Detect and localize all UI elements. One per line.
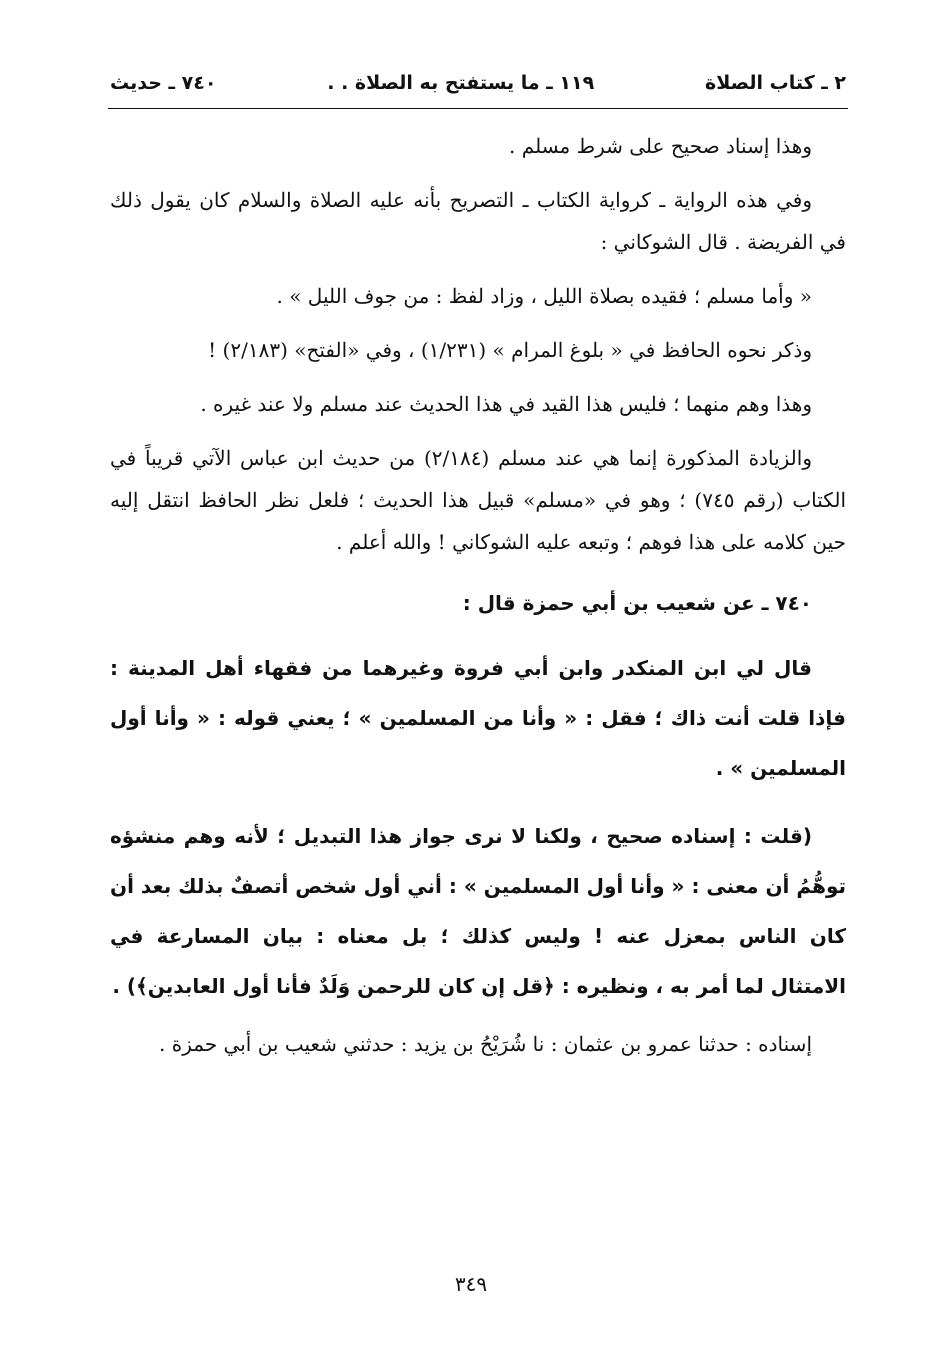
paragraph-riwaya: وفي هذه الرواية ـ كرواية الكتاب ـ التصريح بأنه عليه الصلاة والسلام كان يقول ذلك في الفريضة . قال الشوكاني : [110, 188, 846, 254]
running-header [110, 66, 846, 100]
paragraph-quote: « وأما مسلم ؛ فقيده بصلاة الليل ، وزاد لفظ : من جوف الليل » . [276, 284, 812, 308]
page-body [110, 125, 846, 1065]
hadith-text: قال لي ابن المنكدر وابن أبي فروة وغيرهما من فقهاء أهل المدينة : فإذا قلت أنت ذاك ؛ فقل : « وأنا من المسلمين » ؛ يعني قوله : « وأنا أول المسلمين » . [110, 656, 846, 780]
paragraph-ziyada: والزيادة المذكورة إنما هي عند مسلم (٢/١٨٤) من حديث ابن عباس الآتي قريباً في الكتاب (رقم ٧٤٥) ؛ وهو في «مسلم» قبيل هذا الحديث ؛ فلعل نظر الحافظ انتقل إليه حين كلامه على هذا فوهم ؛ وتبعه عليه الشوكاني ! والله أعلم . [110, 446, 847, 554]
header-chapter: ٢ ـ كتاب الصلاة [705, 72, 846, 94]
header-hadith-number: ٧٤٠ ـ حديث [110, 72, 217, 94]
hadith-title: ٧٤٠ ـ عن شعيب بن أبي حمزة قال : [462, 591, 812, 615]
header-divider [108, 108, 848, 109]
paragraph-isnad-note: وهذا إسناد صحيح على شرط مسلم . [509, 134, 812, 158]
header-section: ١١٩ ـ ما يستفتح به الصلاة . . [327, 72, 595, 94]
paragraph-wahm: وهذا وهم منهما ؛ فليس هذا القيد في هذا الحديث عند مسلم ولا عند غيره . [200, 392, 812, 416]
paragraph-hafiz: وذكر نحوه الحافظ في « بلوغ المرام » (١/٢٣١) ، وفي «الفتح» (٢/١٨٣) ! [208, 338, 812, 362]
hadith-isnad: إسناده : حدثنا عمرو بن عثمان : نا شُرَيْحُ بن يزيد : حدثني شعيب بن أبي حمزة . [159, 1032, 812, 1056]
hadith-comment: (قلت : إسناده صحيح ، ولكنا لا نرى جواز هذا التبديل ؛ لأنه وهم منشؤه توهُّمُ أن معنى : « وأنا أول المسلمين » : أني أول شخص أتصفٌ بذلك بعد أن كان الناس بمعزل عنه ! وليس كذلك ؛ بل معناه : بيان المسارعة في الامتثال لما أمر به ، ونظيره : ﴿قل إن كان للرحمن وَلَدٌ فأنا أول العابدين﴾) . [110, 824, 846, 998]
page-number: ٣٤٩ [454, 1272, 488, 1296]
